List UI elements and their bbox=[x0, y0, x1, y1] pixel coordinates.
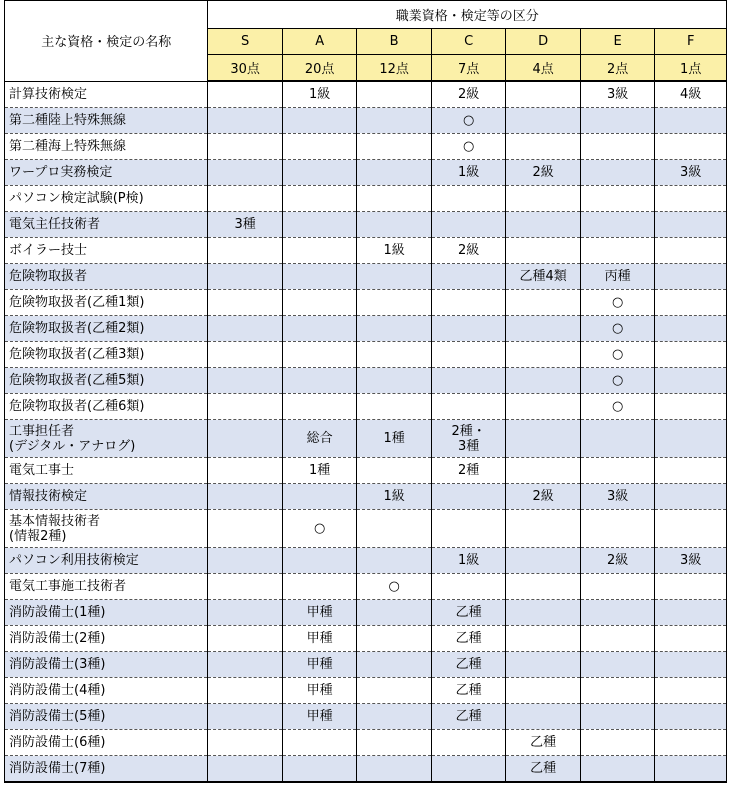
grade-header-e: E bbox=[580, 29, 655, 55]
grade-cell-a bbox=[282, 290, 357, 316]
grade-cell-s bbox=[208, 81, 283, 108]
grade-cell-b bbox=[357, 548, 432, 574]
grade-cell-c bbox=[431, 510, 506, 548]
grade-header-f: F bbox=[655, 29, 727, 55]
grade-cell-f bbox=[655, 316, 727, 342]
grade-cell-c: 1級 bbox=[431, 548, 506, 574]
grade-cell-s bbox=[208, 264, 283, 290]
grade-cell-a bbox=[282, 134, 357, 160]
grade-cell-a bbox=[282, 160, 357, 186]
grade-cell-b bbox=[357, 510, 432, 548]
grade-header-d: D bbox=[506, 29, 581, 55]
grade-cell-d bbox=[506, 108, 581, 134]
grade-cell-s bbox=[208, 484, 283, 510]
grade-header-s: S bbox=[208, 29, 283, 55]
grade-cell-c bbox=[431, 574, 506, 600]
grade-cell-d: 2級 bbox=[506, 160, 581, 186]
grade-cell-d bbox=[506, 186, 581, 212]
grade-cell-b: 1種 bbox=[357, 420, 432, 458]
points-header-s: 30点 bbox=[208, 55, 283, 82]
grade-cell-a bbox=[282, 264, 357, 290]
grade-cell-s bbox=[208, 600, 283, 626]
grade-cell-s bbox=[208, 548, 283, 574]
grade-cell-e bbox=[580, 756, 655, 783]
grade-cell-e bbox=[580, 704, 655, 730]
grade-cell-b: 1級 bbox=[357, 238, 432, 264]
name-column-header: 主な資格・検定の名称 bbox=[5, 1, 208, 82]
grade-cell-e bbox=[580, 160, 655, 186]
qualification-name: 消防設備士(2種) bbox=[5, 626, 208, 652]
grade-cell-e: ○ bbox=[580, 290, 655, 316]
grade-cell-s bbox=[208, 394, 283, 420]
qualification-table bbox=[4, 0, 727, 783]
grade-cell-e bbox=[580, 420, 655, 458]
grade-cell-c bbox=[431, 394, 506, 420]
table-row bbox=[5, 458, 727, 484]
grade-cell-c: 乙種 bbox=[431, 704, 506, 730]
qualification-name: 危険物取扱者(乙種3類) bbox=[5, 342, 208, 368]
qualification-name: 電気工事士 bbox=[5, 458, 208, 484]
grade-cell-f bbox=[655, 574, 727, 600]
qualification-name: 基本情報技術者 (情報2種) bbox=[5, 510, 208, 548]
grade-cell-a bbox=[282, 108, 357, 134]
grade-cell-e bbox=[580, 626, 655, 652]
grade-cell-a: 1種 bbox=[282, 458, 357, 484]
grade-cell-a bbox=[282, 548, 357, 574]
points-header-b: 12点 bbox=[357, 55, 432, 82]
grade-cell-d bbox=[506, 600, 581, 626]
grade-cell-a: 甲種 bbox=[282, 652, 357, 678]
grade-cell-a: ○ bbox=[282, 510, 357, 548]
grade-cell-s bbox=[208, 730, 283, 756]
grade-cell-s bbox=[208, 652, 283, 678]
table-row bbox=[5, 574, 727, 600]
grade-cell-s bbox=[208, 290, 283, 316]
grade-cell-f bbox=[655, 342, 727, 368]
grade-cell-d bbox=[506, 458, 581, 484]
grade-cell-d bbox=[506, 238, 581, 264]
grade-cell-s bbox=[208, 756, 283, 783]
table-row bbox=[5, 678, 727, 704]
table-row bbox=[5, 626, 727, 652]
points-header-d: 4点 bbox=[506, 55, 581, 82]
grade-cell-s bbox=[208, 704, 283, 730]
table-row bbox=[5, 484, 727, 510]
grade-cell-f bbox=[655, 134, 727, 160]
grade-cell-f bbox=[655, 756, 727, 783]
grade-cell-b bbox=[357, 212, 432, 238]
grade-cell-s bbox=[208, 678, 283, 704]
grade-cell-b: 1級 bbox=[357, 484, 432, 510]
qualification-name: 危険物取扱者 bbox=[5, 264, 208, 290]
qualification-name: ボイラー技士 bbox=[5, 238, 208, 264]
grade-cell-a bbox=[282, 212, 357, 238]
grade-cell-c: ○ bbox=[431, 134, 506, 160]
grade-cell-d bbox=[506, 368, 581, 394]
grade-cell-f bbox=[655, 264, 727, 290]
qualification-name: 消防設備士(4種) bbox=[5, 678, 208, 704]
grade-cell-c: ○ bbox=[431, 108, 506, 134]
grade-cell-e bbox=[580, 600, 655, 626]
grade-cell-f bbox=[655, 420, 727, 458]
grade-cell-f bbox=[655, 212, 727, 238]
grade-cell-c bbox=[431, 290, 506, 316]
grade-cell-e: 2級 bbox=[580, 548, 655, 574]
grade-cell-b bbox=[357, 394, 432, 420]
grade-cell-b bbox=[357, 264, 432, 290]
grade-cell-e bbox=[580, 212, 655, 238]
grade-cell-b bbox=[357, 652, 432, 678]
grade-cell-b bbox=[357, 290, 432, 316]
grade-cell-c: 乙種 bbox=[431, 652, 506, 678]
grade-cell-c: 2種 bbox=[431, 458, 506, 484]
grade-cell-d: 乙種 bbox=[506, 730, 581, 756]
qualification-name: 危険物取扱者(乙種1類) bbox=[5, 290, 208, 316]
grade-cell-b bbox=[357, 186, 432, 212]
grade-cell-s bbox=[208, 316, 283, 342]
grade-cell-e: 丙種 bbox=[580, 264, 655, 290]
grade-cell-b bbox=[357, 730, 432, 756]
qualification-name: 電気工事施工技術者 bbox=[5, 574, 208, 600]
table-row bbox=[5, 730, 727, 756]
grade-cell-c bbox=[431, 264, 506, 290]
grade-cell-f bbox=[655, 290, 727, 316]
grade-cell-b bbox=[357, 600, 432, 626]
grade-cell-f bbox=[655, 652, 727, 678]
table-row bbox=[5, 394, 727, 420]
grade-cell-e bbox=[580, 458, 655, 484]
qualification-name: 情報技術検定 bbox=[5, 484, 208, 510]
grade-cell-c: 1級 bbox=[431, 160, 506, 186]
grade-cell-e bbox=[580, 134, 655, 160]
qualification-name: 危険物取扱者(乙種2類) bbox=[5, 316, 208, 342]
grade-cell-d bbox=[506, 704, 581, 730]
grade-cell-c bbox=[431, 756, 506, 783]
grade-cell-d bbox=[506, 652, 581, 678]
grade-cell-f bbox=[655, 108, 727, 134]
grade-cell-e bbox=[580, 678, 655, 704]
grade-cell-c bbox=[431, 212, 506, 238]
qualification-name: 消防設備士(7種) bbox=[5, 756, 208, 783]
grade-cell-c bbox=[431, 730, 506, 756]
grade-cell-s bbox=[208, 134, 283, 160]
qualification-name: 電気主任技術者 bbox=[5, 212, 208, 238]
grade-cell-f bbox=[655, 678, 727, 704]
table-row bbox=[5, 212, 727, 238]
grade-cell-a: 甲種 bbox=[282, 678, 357, 704]
grade-cell-c bbox=[431, 484, 506, 510]
points-header-f: 1点 bbox=[655, 55, 727, 82]
qualification-name: 危険物取扱者(乙種6類) bbox=[5, 394, 208, 420]
grade-cell-b bbox=[357, 678, 432, 704]
qualification-name: ワープロ実務検定 bbox=[5, 160, 208, 186]
grade-cell-s: 3種 bbox=[208, 212, 283, 238]
grade-cell-c: 2級 bbox=[431, 81, 506, 108]
grade-cell-f bbox=[655, 704, 727, 730]
grade-cell-c: 2級 bbox=[431, 238, 506, 264]
grade-cell-a: 甲種 bbox=[282, 626, 357, 652]
grade-cell-e bbox=[580, 108, 655, 134]
table-row bbox=[5, 756, 727, 783]
qualification-name: 危険物取扱者(乙種5類) bbox=[5, 368, 208, 394]
grade-cell-s bbox=[208, 510, 283, 548]
grade-cell-b bbox=[357, 108, 432, 134]
grade-cell-b bbox=[357, 134, 432, 160]
table-row bbox=[5, 81, 727, 108]
grade-cell-f: 3級 bbox=[655, 160, 727, 186]
grade-cell-f: 3級 bbox=[655, 548, 727, 574]
grade-cell-c bbox=[431, 342, 506, 368]
grade-cell-d bbox=[506, 510, 581, 548]
grade-cell-e: ○ bbox=[580, 342, 655, 368]
table-row bbox=[5, 316, 727, 342]
grade-header-b: B bbox=[357, 29, 432, 55]
qualification-name: 第二種陸上特殊無線 bbox=[5, 108, 208, 134]
grade-cell-e: ○ bbox=[580, 316, 655, 342]
table-row bbox=[5, 342, 727, 368]
grade-cell-a bbox=[282, 730, 357, 756]
grade-cell-a bbox=[282, 756, 357, 783]
qualification-name: 計算技術検定 bbox=[5, 81, 208, 108]
grade-cell-b bbox=[357, 756, 432, 783]
grade-cell-d bbox=[506, 81, 581, 108]
grade-cell-a: 1級 bbox=[282, 81, 357, 108]
grade-cell-d bbox=[506, 678, 581, 704]
grade-cell-d bbox=[506, 548, 581, 574]
grade-cell-a: 甲種 bbox=[282, 704, 357, 730]
grade-cell-e bbox=[580, 238, 655, 264]
grade-cell-f bbox=[655, 186, 727, 212]
grade-cell-e bbox=[580, 652, 655, 678]
grade-cell-c: 2種・ 3種 bbox=[431, 420, 506, 458]
qualification-name: パソコン利用技術検定 bbox=[5, 548, 208, 574]
grade-cell-b bbox=[357, 81, 432, 108]
grade-cell-f bbox=[655, 484, 727, 510]
grade-cell-c: 乙種 bbox=[431, 600, 506, 626]
grade-cell-a bbox=[282, 342, 357, 368]
grade-cell-d bbox=[506, 420, 581, 458]
grade-cell-b bbox=[357, 368, 432, 394]
grade-cell-c: 乙種 bbox=[431, 678, 506, 704]
grade-cell-c: 乙種 bbox=[431, 626, 506, 652]
grade-cell-d: 乙種 bbox=[506, 756, 581, 783]
grade-cell-s bbox=[208, 108, 283, 134]
grade-cell-f bbox=[655, 368, 727, 394]
grade-cell-d: 乙種4類 bbox=[506, 264, 581, 290]
grade-cell-e: 3級 bbox=[580, 484, 655, 510]
grade-cell-e: 3級 bbox=[580, 81, 655, 108]
grade-cell-s bbox=[208, 626, 283, 652]
grade-cell-a bbox=[282, 574, 357, 600]
qualification-name: 消防設備士(5種) bbox=[5, 704, 208, 730]
grade-cell-c bbox=[431, 186, 506, 212]
table-row bbox=[5, 264, 727, 290]
grade-cell-f: 4級 bbox=[655, 81, 727, 108]
grade-cell-f bbox=[655, 600, 727, 626]
table-row bbox=[5, 600, 727, 626]
table-row bbox=[5, 134, 727, 160]
grade-cell-c bbox=[431, 368, 506, 394]
grade-cell-a bbox=[282, 186, 357, 212]
grade-cell-d bbox=[506, 626, 581, 652]
grade-cell-s bbox=[208, 458, 283, 484]
grade-cell-s bbox=[208, 574, 283, 600]
grade-cell-e: ○ bbox=[580, 368, 655, 394]
table-row bbox=[5, 290, 727, 316]
grade-cell-c bbox=[431, 316, 506, 342]
grade-cell-d bbox=[506, 290, 581, 316]
table-row bbox=[5, 420, 727, 458]
grade-cell-s bbox=[208, 342, 283, 368]
grade-header-a: A bbox=[282, 29, 357, 55]
grade-cell-d bbox=[506, 574, 581, 600]
table-row bbox=[5, 704, 727, 730]
grade-cell-e: ○ bbox=[580, 394, 655, 420]
grade-cell-s bbox=[208, 420, 283, 458]
table-row bbox=[5, 548, 727, 574]
category-group-header: 職業資格・検定等の区分 bbox=[208, 1, 727, 29]
grade-cell-a bbox=[282, 316, 357, 342]
grade-cell-f bbox=[655, 730, 727, 756]
table-header bbox=[5, 1, 727, 82]
grade-cell-b bbox=[357, 316, 432, 342]
grade-cell-e bbox=[580, 730, 655, 756]
grade-cell-d bbox=[506, 134, 581, 160]
qualification-name: 消防設備士(3種) bbox=[5, 652, 208, 678]
grade-cell-s bbox=[208, 368, 283, 394]
grade-cell-f bbox=[655, 626, 727, 652]
table-row bbox=[5, 186, 727, 212]
grade-cell-b bbox=[357, 704, 432, 730]
grade-cell-b bbox=[357, 160, 432, 186]
qualification-name: 工事担任者 (デジタル・アナログ) bbox=[5, 420, 208, 458]
grade-cell-a: 総合 bbox=[282, 420, 357, 458]
grade-cell-d bbox=[506, 212, 581, 238]
grade-cell-d: 2級 bbox=[506, 484, 581, 510]
grade-cell-a: 甲種 bbox=[282, 600, 357, 626]
qualification-name: パソコン検定試験(P検) bbox=[5, 186, 208, 212]
grade-cell-f bbox=[655, 238, 727, 264]
grade-header-c: C bbox=[431, 29, 506, 55]
grade-cell-e bbox=[580, 510, 655, 548]
grade-cell-a bbox=[282, 238, 357, 264]
grade-cell-f bbox=[655, 458, 727, 484]
grade-cell-b bbox=[357, 626, 432, 652]
table-row bbox=[5, 238, 727, 264]
table-row bbox=[5, 160, 727, 186]
grade-cell-e bbox=[580, 574, 655, 600]
table-body bbox=[5, 81, 727, 782]
grade-cell-a bbox=[282, 368, 357, 394]
grade-cell-d bbox=[506, 316, 581, 342]
grade-cell-b: ○ bbox=[357, 574, 432, 600]
qualification-name: 消防設備士(6種) bbox=[5, 730, 208, 756]
grade-cell-s bbox=[208, 186, 283, 212]
table-row bbox=[5, 652, 727, 678]
grade-cell-d bbox=[506, 342, 581, 368]
table-row bbox=[5, 368, 727, 394]
qualification-name: 消防設備士(1種) bbox=[5, 600, 208, 626]
grade-cell-f bbox=[655, 510, 727, 548]
points-header-e: 2点 bbox=[580, 55, 655, 82]
points-header-a: 20点 bbox=[282, 55, 357, 82]
table-row bbox=[5, 510, 727, 548]
table-row bbox=[5, 108, 727, 134]
grade-cell-a bbox=[282, 394, 357, 420]
grade-cell-a bbox=[282, 484, 357, 510]
points-header-c: 7点 bbox=[431, 55, 506, 82]
grade-cell-b bbox=[357, 458, 432, 484]
grade-cell-f bbox=[655, 394, 727, 420]
grade-cell-d bbox=[506, 394, 581, 420]
grade-cell-s bbox=[208, 238, 283, 264]
grade-cell-e bbox=[580, 186, 655, 212]
grade-cell-s bbox=[208, 160, 283, 186]
qualification-name: 第二種海上特殊無線 bbox=[5, 134, 208, 160]
grade-cell-b bbox=[357, 342, 432, 368]
